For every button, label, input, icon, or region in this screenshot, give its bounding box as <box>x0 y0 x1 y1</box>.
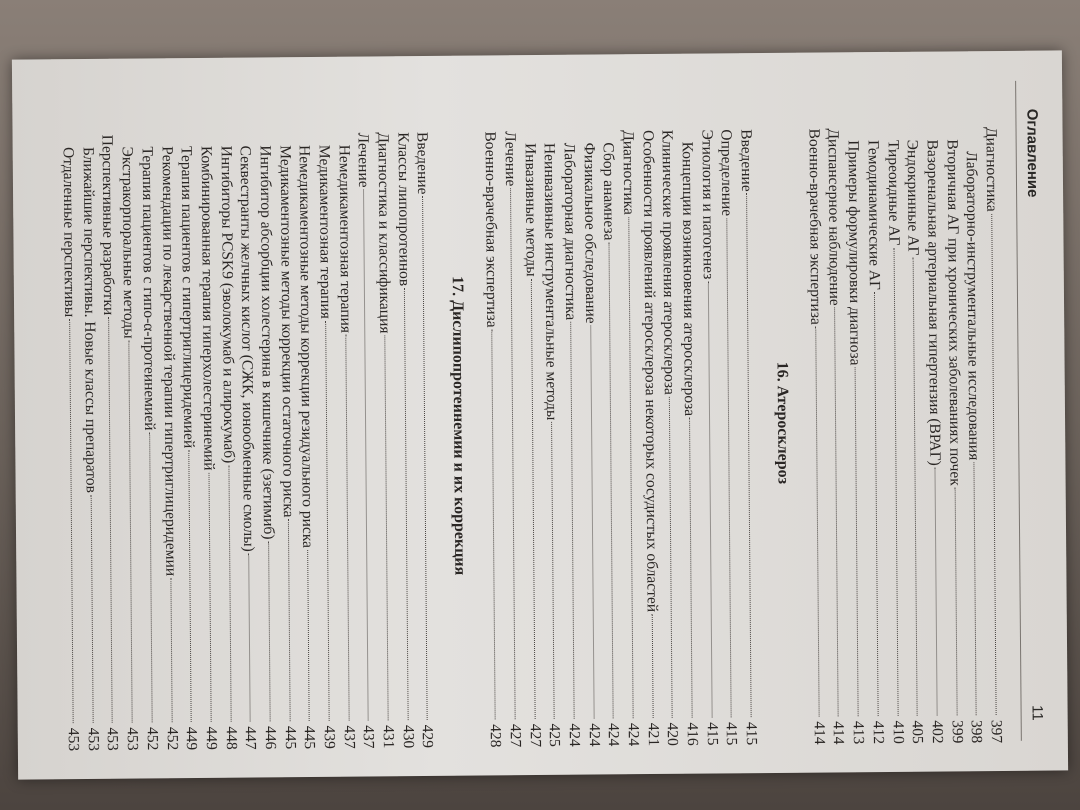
toc-leader-dots <box>530 279 535 719</box>
toc-leader-dots <box>423 196 429 720</box>
toc-entry-title: Тиреоидные АГ <box>884 139 903 246</box>
toc-entry-title: Военно-врачебная экспертиза <box>481 131 501 328</box>
toc-entry-page: 424 <box>585 723 603 747</box>
toc-leader-dots <box>590 326 594 719</box>
header-title: Оглавление <box>1023 108 1042 198</box>
toc-leader-dots <box>228 465 231 721</box>
toc-entry-page: 424 <box>624 722 642 747</box>
toc-entry-page: 445 <box>281 725 299 750</box>
toc-leader-dots <box>974 462 977 715</box>
toc-entry-title: Медикаментозная терапия <box>315 144 335 319</box>
toc-entry-page: 439 <box>320 725 338 749</box>
toc-entry-title: Классы липопротеинов <box>394 132 413 287</box>
toc-leader-dots <box>551 422 555 719</box>
toc-leader-dots <box>109 317 114 723</box>
toc-entry-page: 427 <box>526 723 544 748</box>
toc-entry-title: Немедикаментозные методы коррекции резидуального риска <box>296 144 317 549</box>
toc-leader-dots <box>90 495 93 723</box>
toc-entry-title: Немедикаментозная терапия <box>335 144 355 334</box>
toc-entry-page: 414 <box>810 721 828 745</box>
toc-leader-dots <box>991 214 996 715</box>
toc-entry-page: 449 <box>182 726 201 751</box>
toc-entry-title: Ингибитор абсорбции холестерина в кишечнике (эзетимиб) <box>256 145 278 540</box>
toc-leader-dots <box>570 322 574 719</box>
toc-entry-page: 437 <box>360 725 378 749</box>
toc-leader-dots <box>913 257 918 715</box>
toc-entry-page: 445 <box>301 725 319 750</box>
toc-entry-title: Этиология и патогенез <box>698 129 717 280</box>
toc-entry-title: Концепции возникновения атеросклероза <box>678 141 699 417</box>
toc-entry-title: Терапия пациентов с гипертриглицеридемией <box>177 146 198 449</box>
toc-entry-page: 420 <box>664 722 682 746</box>
toc-entry-page: 429 <box>419 724 437 749</box>
toc-leader-dots <box>689 418 693 718</box>
toc-entry-title: Медикаментозные методы коррекции остаточного риска <box>276 145 297 518</box>
toc-leader-dots <box>325 321 329 721</box>
toc-entry-title: Военно-врачебная экспертиза <box>805 128 825 325</box>
toc-entry-title: Терапия пациентов с гипо-α-протеинемией <box>138 146 158 431</box>
toc-leader-dots <box>491 330 495 720</box>
table-of-contents <box>58 99 1006 751</box>
running-header <box>1015 81 1050 741</box>
toc-entry-title: Рекомендации по лекарственной терапии гипертриглицеридемии <box>158 146 179 577</box>
toc-entry-page: 414 <box>830 721 848 745</box>
toc-entry-page: 448 <box>222 726 240 750</box>
toc-entry-page: 398 <box>967 719 986 744</box>
toc-entry-title: Лабораторно-инструментальные исследования <box>963 151 983 461</box>
toc-entry-page: 402 <box>928 720 946 744</box>
toc-entry-title: Определение <box>717 129 736 217</box>
toc-entry-title: Ингибиторы PCSK9 (эволокумаб и алирокумаб) <box>217 145 238 464</box>
toc-leader-dots <box>249 554 251 722</box>
toc-entry-page: 453 <box>123 727 142 751</box>
toc-leader-dots <box>149 433 153 723</box>
toc-entry-title: Лечение <box>501 131 519 187</box>
chapter-17-title: 17. Дислипопротеинемии и их коррекция <box>449 276 469 576</box>
toc-entry-page: 416 <box>683 722 701 746</box>
toc-entry-page: 446 <box>261 726 279 750</box>
toc-entry-title: Диагностика <box>982 126 1001 212</box>
book-page <box>12 50 1068 779</box>
toc-entry-page: 453 <box>64 727 83 752</box>
toc-entry-title: Экстракорпоральные методы <box>118 146 138 339</box>
toc-leader-dots <box>69 319 74 723</box>
toc-leader-dots <box>308 550 310 721</box>
toc-leader-dots <box>288 520 291 722</box>
toc-entry-page: 449 <box>202 726 220 750</box>
toc-entry-page: 397 <box>987 719 1005 744</box>
toc-entry-page: 399 <box>948 720 966 744</box>
toc-section-chapter-17 <box>58 104 438 751</box>
toc-leader-dots <box>727 218 732 717</box>
toc-entry-title: Диагностика и классификация <box>374 132 394 334</box>
toc-entry-page: 415 <box>742 721 761 746</box>
toc-entry-page: 437 <box>340 725 358 749</box>
toc-leader-dots <box>609 242 614 718</box>
toc-entry-page: 412 <box>869 720 887 745</box>
toc-entry-page: 447 <box>242 726 260 750</box>
toc-entry-title: Диспансерное наблюдение <box>825 128 844 306</box>
toc-entry-page: 405 <box>908 720 927 744</box>
toc-entry-title: Лечение <box>354 132 373 188</box>
toc-entry-page: 431 <box>379 725 398 749</box>
toc-entry-title: Вазоренальная артериальная гипертензия (ВРАГ) <box>923 139 944 466</box>
toc-leader-dots <box>708 281 713 717</box>
toc-leader-dots <box>651 614 653 718</box>
toc-entry-title: Вторичная АГ при хронических заболеваниях почек <box>943 139 964 486</box>
toc-entry-title: Отдаленные перспективы <box>59 147 79 318</box>
toc-entry-title: Клинические проявления атеросклероза <box>658 129 679 395</box>
toc-entry-title: Введение <box>414 131 432 195</box>
toc-leader-dots <box>129 341 133 723</box>
toc-entry-title: Эндокринные АГ <box>903 139 922 256</box>
toc-leader-dots <box>510 188 516 719</box>
toc-section-chapter-16 <box>480 101 761 747</box>
toc-entry-title: Лабораторная диагностика <box>560 142 580 321</box>
toc-entry-page: 425 <box>545 723 564 747</box>
toc-entry-page: 421 <box>644 722 662 747</box>
toc-entry-title: Примеры формулировки диагноза <box>844 140 864 366</box>
toc-entry-page: 415 <box>703 722 721 746</box>
toc-entry-title: Особенности проявлений атеросклероза некоторых сосудистых областей <box>639 129 661 613</box>
toc-entry-title: Перспективные разработки <box>99 134 118 316</box>
toc-entry-page: 427 <box>506 723 524 748</box>
toc-entry-title: Физикальное обследование <box>580 142 599 324</box>
chapter-16-title: 16. Атеросклероз <box>773 361 792 485</box>
toc-entry-page: 453 <box>104 727 122 751</box>
toc-leader-dots <box>208 473 211 722</box>
toc-entry-page: 424 <box>565 723 583 747</box>
toc-leader-dots <box>363 190 369 721</box>
header-page-number: 11 <box>1028 705 1046 721</box>
toc-leader-dots <box>855 367 859 716</box>
toc-entry-page: 413 <box>849 720 868 745</box>
toc-entry-page: 424 <box>605 723 623 747</box>
toc-leader-dots <box>404 288 409 720</box>
toc-entry-title: Комбинированная терапия гиперхолестеринемий <box>197 145 218 471</box>
toc-section-previous <box>803 99 1005 745</box>
toc-entry-page: 453 <box>84 727 102 751</box>
toc-entry-title: Введение <box>737 129 756 192</box>
toc-entry-title: Секвестранты желчных кислот (СЖК, ионообменные смолы) <box>236 145 258 552</box>
toc-leader-dots <box>815 327 819 717</box>
toc-leader-dots <box>835 308 840 717</box>
toc-entry-title: Неинвазивные инструментальные методы <box>540 142 561 421</box>
toc-entry-title: Диагностика <box>619 130 638 215</box>
toc-leader-dots <box>893 247 898 715</box>
toc-leader-dots <box>628 217 633 718</box>
page-content <box>12 50 1068 779</box>
toc-leader-dots <box>954 488 957 716</box>
toc-entry-title: Гемодинамические АГ <box>864 140 883 291</box>
toc-entry-page: 410 <box>889 720 907 744</box>
toc-leader-dots <box>170 578 172 722</box>
toc-leader-dots <box>746 194 752 718</box>
toc-entry-page: 452 <box>143 727 161 751</box>
toc-leader-dots <box>384 335 388 720</box>
toc-entry-page: 430 <box>399 724 417 749</box>
toc-leader-dots <box>669 397 673 718</box>
toc-entry-title: Сбор анамнеза <box>599 142 618 241</box>
toc-entry-title: Инвазивные методы <box>521 143 540 277</box>
toc-entry-page: 452 <box>163 726 181 751</box>
toc-leader-dots <box>934 468 937 716</box>
toc-entry-page: 428 <box>486 724 505 748</box>
toc-leader-dots <box>874 292 879 716</box>
toc-leader-dots <box>268 542 271 722</box>
toc-leader-dots <box>345 335 349 721</box>
toc-leader-dots <box>189 450 192 722</box>
toc-entry-title: Ближайшие перспективы. Новые классы препаратов <box>79 146 100 494</box>
toc-entry-page: 415 <box>723 722 741 746</box>
